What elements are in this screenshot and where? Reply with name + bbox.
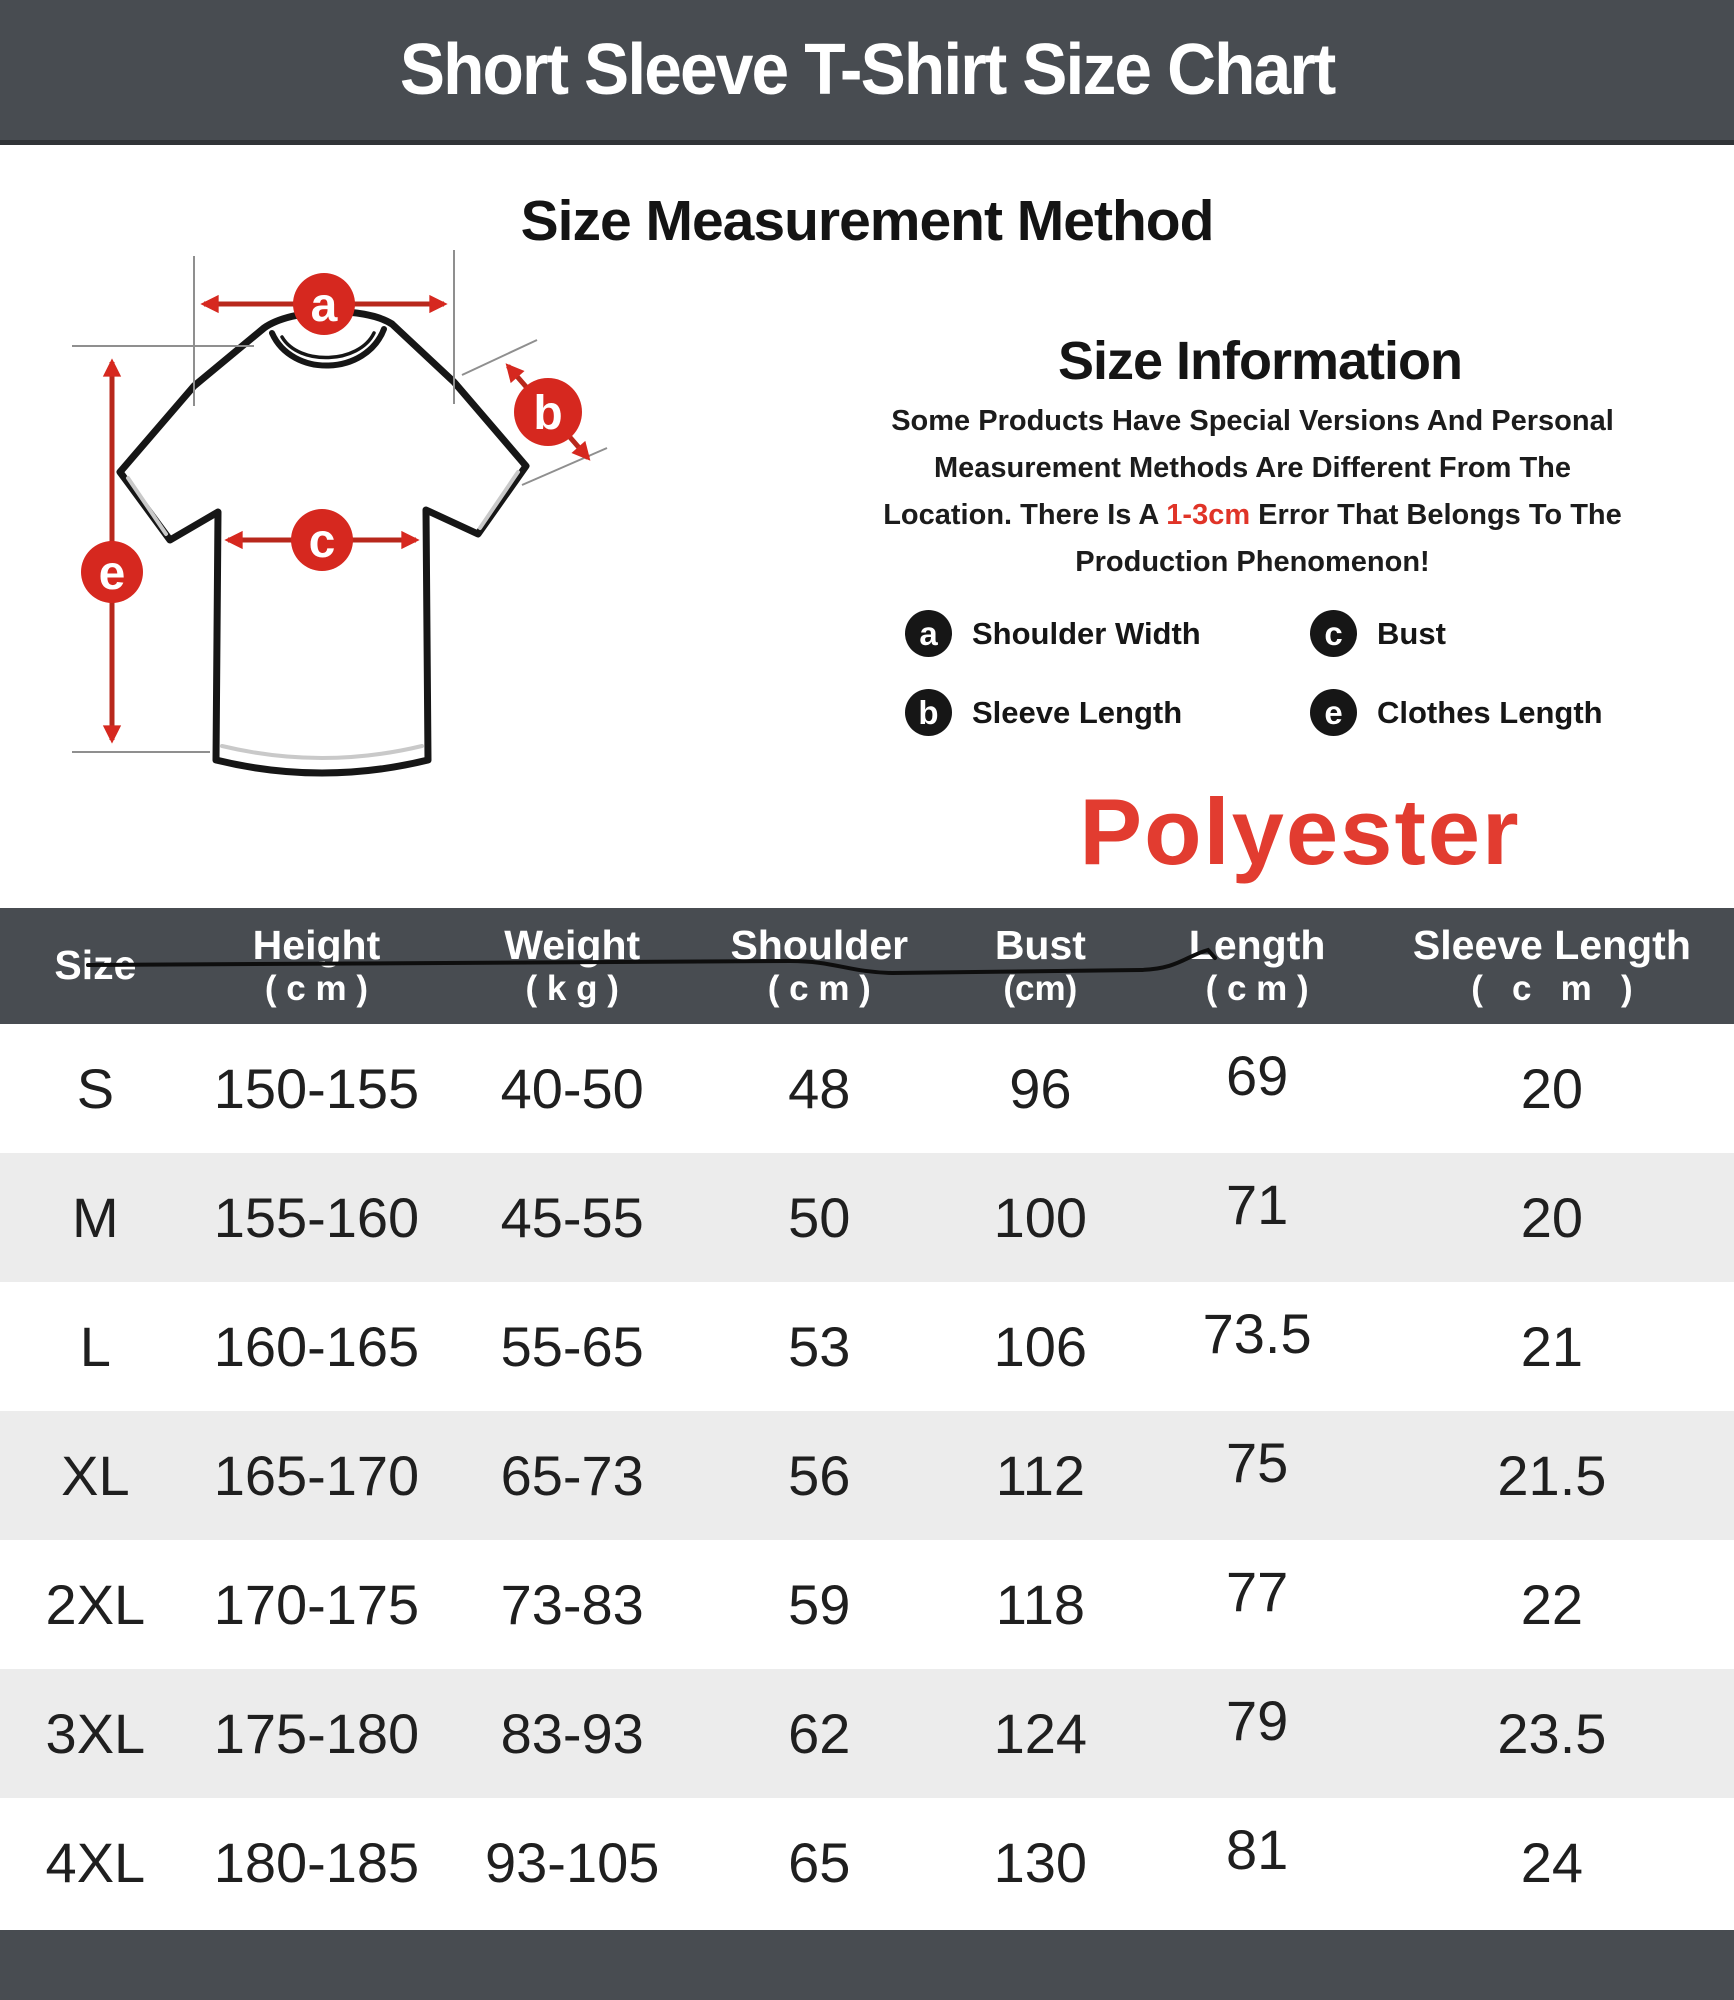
legend-badge-e: e [1310, 689, 1357, 736]
value-cell: 21.5 [1497, 1444, 1607, 1507]
value-cell: 59 [788, 1573, 851, 1636]
size-row-3xl [0, 1669, 1734, 1798]
value-cell: 48 [788, 1057, 851, 1120]
legend-badge-b: b [905, 689, 952, 736]
size-cell: M [72, 1186, 119, 1249]
value-cell: 65-73 [500, 1444, 644, 1507]
value-cell: 83-93 [500, 1702, 644, 1765]
legend-label-shoulder-width: Shoulder Width [972, 615, 1201, 651]
value-cell: 71 [1225, 1173, 1289, 1236]
value-cell: 175-180 [213, 1702, 420, 1765]
value-cell: 77 [1225, 1560, 1289, 1623]
col-header-size: Size [54, 942, 137, 989]
legend-label-bust: Bust [1377, 615, 1446, 651]
size-row-l [0, 1282, 1734, 1411]
guide-line-b-bottom [522, 448, 607, 485]
size-row-m [0, 1153, 1734, 1282]
legend-item-shoulder-width [905, 610, 1310, 657]
value-cell: 106 [993, 1315, 1088, 1378]
col-header-sleeve-length: Sleeve Length ( c m ) [1412, 921, 1691, 1008]
title-banner [0, 0, 1734, 145]
page-title: Short Sleeve T-Shirt Size Chart [399, 30, 1335, 110]
value-cell: 20 [1520, 1186, 1584, 1249]
value-cell: 180-185 [213, 1831, 420, 1894]
value-cell: 55-65 [500, 1315, 644, 1378]
size-information-heading: Size Information [1057, 331, 1463, 391]
badge-e-letter: e [98, 547, 126, 600]
info-text-after: Error That Belongs To The Production Phenomenon! [1075, 499, 1622, 578]
size-row-xl [0, 1411, 1734, 1540]
material-label: Polyester [1079, 779, 1521, 884]
size-row-4xl [0, 1798, 1734, 1927]
value-cell: 53 [788, 1315, 851, 1378]
size-cell: 3XL [45, 1702, 146, 1765]
measurement-legend [905, 610, 1685, 736]
size-cell: 4XL [45, 1831, 146, 1894]
size-cell: 2XL [45, 1573, 146, 1636]
value-cell: 100 [993, 1186, 1088, 1249]
value-cell: 165-170 [213, 1444, 420, 1507]
value-cell: 79 [1225, 1689, 1289, 1752]
tshirt-diagram-svg [42, 220, 697, 805]
value-cell: 21 [1520, 1315, 1584, 1378]
value-cell: 118 [995, 1573, 1085, 1636]
value-cell: 155-160 [213, 1186, 420, 1249]
value-cell: 24 [1520, 1831, 1584, 1894]
legend-item-bust [1310, 610, 1685, 657]
value-cell: 69 [1225, 1044, 1289, 1107]
legend-item-sleeve-length [905, 689, 1310, 736]
measurement-method-heading: Size Measurement Method [520, 189, 1214, 253]
table-header-row [0, 908, 1734, 1024]
tshirt-measurement-diagram [42, 220, 697, 805]
value-cell: 73-83 [500, 1573, 644, 1636]
value-cell: 65 [788, 1831, 851, 1894]
size-cell: S [76, 1057, 115, 1120]
col-header-shoulder: Shoulder ( c m ) [730, 921, 909, 1008]
value-cell: 40-50 [500, 1057, 644, 1120]
col-header-height: Height ( c m ) [252, 921, 381, 1008]
tolerance-highlight: 1-3cm [1166, 499, 1251, 531]
col-header-length: Length ( c m ) [1188, 921, 1326, 1008]
value-cell: 75 [1225, 1431, 1289, 1494]
value-cell: 81 [1225, 1818, 1289, 1881]
value-cell: 160-165 [213, 1315, 420, 1378]
size-information-text [880, 398, 1625, 586]
value-cell: 45-55 [500, 1186, 644, 1249]
value-cell: 23.5 [1497, 1702, 1607, 1765]
col-header-bust: Bust (cm) [994, 921, 1086, 1008]
legend-label-clothes-length: Clothes Length [1377, 694, 1603, 730]
value-cell: 56 [788, 1444, 851, 1507]
bottom-bar [0, 1930, 1734, 2000]
value-cell: 130 [993, 1831, 1088, 1894]
value-cell: 22 [1520, 1573, 1584, 1636]
col-header-weight: Weight ( k g ) [504, 921, 641, 1008]
legend-badge-a: a [905, 610, 952, 657]
value-cell: 112 [995, 1444, 1085, 1507]
value-cell: 73.5 [1202, 1302, 1312, 1365]
badge-c-letter: c [308, 515, 336, 568]
value-cell: 150-155 [213, 1057, 420, 1120]
value-cell: 20 [1520, 1057, 1584, 1120]
legend-item-clothes-length [1310, 689, 1685, 736]
size-cell: XL [61, 1444, 130, 1507]
badge-b-letter: b [533, 387, 563, 440]
size-row-s [0, 1024, 1734, 1153]
guide-line-b-top [462, 340, 537, 375]
value-cell: 124 [993, 1702, 1088, 1765]
badge-a-letter: a [310, 279, 338, 332]
size-cell: L [79, 1315, 111, 1378]
value-cell: 93-105 [485, 1831, 660, 1894]
value-cell: 62 [788, 1702, 851, 1765]
size-row-2xl [0, 1540, 1734, 1669]
legend-badge-c: c [1310, 610, 1357, 657]
value-cell: 170-175 [213, 1573, 420, 1636]
legend-label-sleeve-length: Sleeve Length [972, 694, 1183, 730]
info-text-before: Some Products Have Special Versions And Personal Measurement Methods Are Different From The Location. There Is A [883, 405, 1614, 531]
value-cell: 96 [1009, 1057, 1072, 1120]
size-table [0, 908, 1734, 1927]
value-cell: 50 [788, 1186, 851, 1249]
